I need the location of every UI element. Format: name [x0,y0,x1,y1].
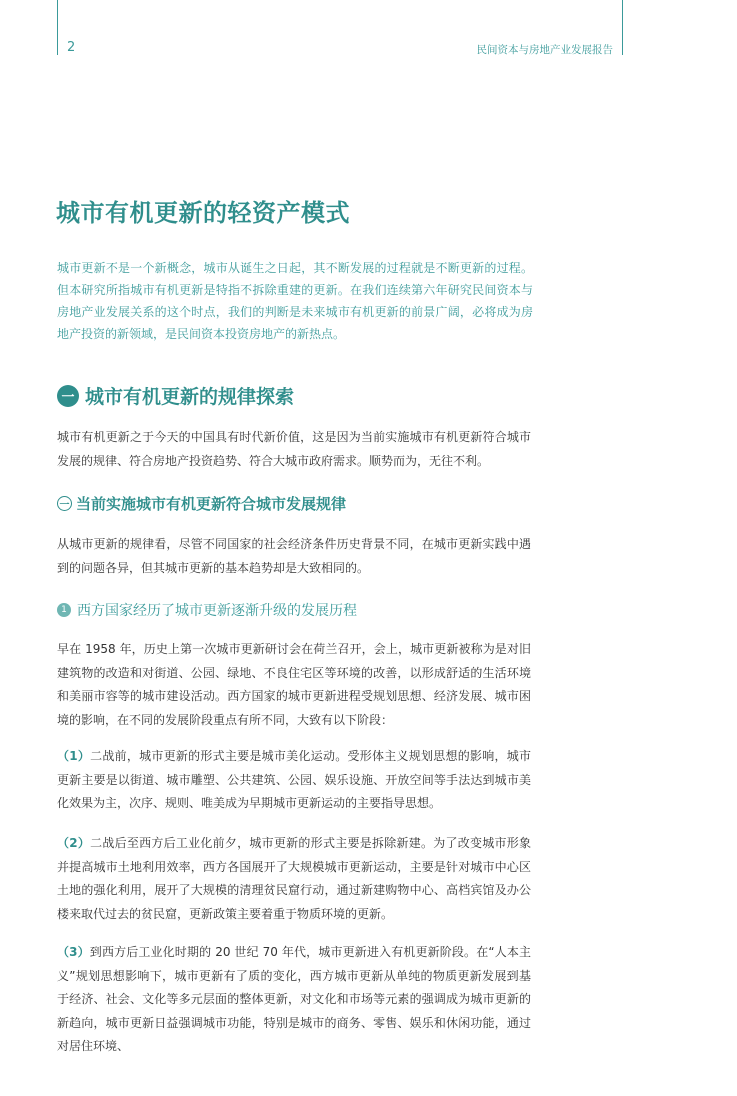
running-title: 民间资本与房地产业发展报告 [476,44,613,56]
stage-text: 二战后至西方后工业化前夕，城市更新的形式主要是拆除新建。为了改变城市形象并提高城市土地利用效率，西方各国展开了大规模城市更新运动，主要是针对城市中心区土地的强化利用，展开了大规模的清理贫民窟行动，通过新建购物中心、高档宾馆及办公楼来取代过去的贫民窟，更新政策主要着重于物质环境的更新。 [57,836,531,921]
subsection-heading [57,493,346,514]
subsection-heading-label: 当前实施城市有机更新符合城市发展规律 [76,495,347,513]
stage-number: （2） [57,836,91,850]
header-rule-right [622,0,623,55]
section-heading [57,382,294,409]
section-heading-label: 城市有机更新的规律探索 [85,386,295,408]
stage-paragraph [57,745,531,816]
point-heading [57,600,357,620]
stage-paragraph [57,941,531,1059]
header-rule-left [57,0,58,55]
subsection-body: 从城市更新的规律看，尽管不同国家的社会经济条件历史背景不同，在城市更新实践中遇到的问题各异，但其城市更新的基本趋势却是大致相同的。 [57,537,531,575]
point-body: 早在 1958 年，历史上第一次城市更新研讨会在荷兰召开，会上，城市更新被称为是对旧建筑物的改造和对街道、公园、绿地、不良住宅区等环境的改善，以形成舒适的生活环境和美丽市容等的城市建设活动。西方国家的城市更新进程受规划思想、经济发展、城市困境的影响，在不同的发展阶段重点有所不同，大致有以下阶段： [57,642,531,727]
subsection-number-badge: 一 [57,496,72,511]
section-number-badge: 一 [57,385,79,407]
stage-text: 到西方后工业化时期的 20 世纪 70 年代，城市更新进入有机更新阶段。在“人本主义”规划思想影响下，城市更新有了质的变化，西方城市更新从单纯的物质更新发展到基于经济、社会、文化等多元层面的整体更新，对文化和市场等元素的强调成为城市更新的新趋向，城市更新日益强调城市功能，特别是城市的商务、零售、娱乐和休闲功能，通过对居住环境、 [57,945,531,1053]
page-number: 2 [67,40,76,55]
point-number-badge: 1 [57,603,71,617]
point-heading-label: 西方国家经历了城市更新逐渐升级的发展历程 [77,603,357,619]
section-body: 城市有机更新之于今天的中国具有时代新价值，这是因为当前实施城市有机更新符合城市发展的规律、符合房地产投资趋势、符合大城市政府需求。顺势而为，无往不利。 [57,430,531,468]
stage-number: （3） [57,945,90,959]
stage-paragraph [57,832,531,926]
intro-paragraph: 城市更新不是一个新概念，城市从诞生之日起，其不断发展的过程就是不断更新的过程。但本研究所指城市有机更新是特指不拆除重建的更新。在我们连续第六年研究民间资本与房地产业发展关系的这个时点，我们的判断是未来城市有机更新的前景广阔，必将成为房地产投资的新领域，是民间资本投资房地产的新热点。 [57,261,533,341]
stage-number: （1） [57,749,91,763]
page-title: 城市有机更新的轻资产模式 [56,199,350,227]
stage-text: 二战前，城市更新的形式主要是城市美化运动。受形体主义规划思想的影响，城市更新主要是以街道、城市雕塑、公共建筑、公园、娱乐设施、开放空间等手法达到城市美化效果为主，次序、规则、唯美成为早期城市更新运动的主要指导思想。 [57,749,531,810]
